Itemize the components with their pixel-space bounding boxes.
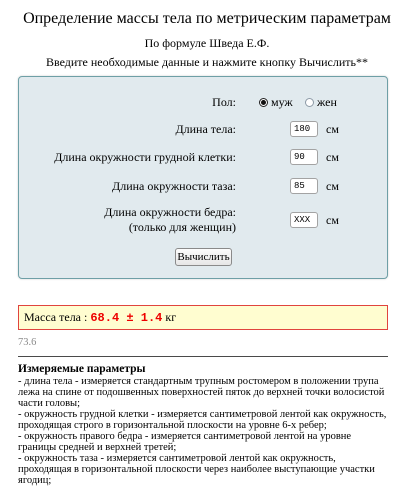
- radio-male-label[interactable]: муж: [271, 95, 293, 109]
- page-subtitle: По формуле Шведа Е.Ф.: [144, 36, 270, 50]
- thigh-circumference-label-group: [104, 205, 236, 235]
- page-title: Определение массы тела по метрическим параметрам: [23, 10, 391, 27]
- chest-circumference-label: Длина окружности грудной клетки:: [54, 150, 236, 164]
- pelvis-circumference-label: Длина окружности таза:: [112, 179, 236, 193]
- parameter-chest-text: - окружность грудной клетки - измеряется сантиметровой лентой как окружность, проходящая строго в горизонтальной плоскости на уровне 6-х ребер;: [18, 409, 387, 431]
- result-unit: кг: [165, 310, 177, 324]
- calculate-button[interactable]: Вычислить: [175, 248, 232, 266]
- calculation-form: [18, 76, 388, 279]
- result-label: Масса тела :: [24, 310, 88, 324]
- result-panel: [18, 305, 388, 330]
- chest-circumference-input[interactable]: [290, 149, 318, 165]
- parameter-pelvis-text: - окружность таза - измеряется сантиметровой лентой как окружность, проходящая в горизонтальной плоскости через наиболее выступающие участки ягодиц;: [18, 453, 375, 486]
- thigh-circumference-note: (только для женщин): [128, 220, 236, 234]
- body-length-input[interactable]: [290, 121, 318, 137]
- chest-circumference-unit: см: [326, 150, 339, 164]
- radio-female[interactable]: [305, 98, 314, 107]
- thigh-circumference-input[interactable]: [290, 212, 318, 228]
- body-length-label: Длина тела:: [175, 122, 236, 136]
- pelvis-circumference-unit: см: [326, 179, 339, 193]
- page-instruction: Введите необходимые данные и нажмите кнопку Вычислить**: [46, 55, 368, 69]
- radio-female-label[interactable]: жен: [317, 95, 337, 109]
- parameter-body-length-text: - длина тела - измеряется стандартным трупным ростомером в положении трупа лежа на спине от подошвенных поверхностей пяток до верхней точки волосистой части головы;: [18, 376, 385, 409]
- thigh-circumference-label: Длина окружности бедра:: [104, 205, 236, 219]
- divider: [18, 356, 388, 357]
- sex-label: Пол:: [212, 95, 236, 109]
- raw-value: 73.6: [18, 337, 37, 348]
- parameter-thigh-text: - окружность правого бедра - измеряется сантиметровой лентой на уровне границы средней и верхней третей;: [18, 431, 352, 453]
- body-length-unit: см: [326, 122, 339, 136]
- radio-male[interactable]: [259, 98, 268, 107]
- result-value: 68.4 ± 1.4: [90, 311, 163, 325]
- thigh-circumference-unit: см: [326, 213, 339, 227]
- measured-parameters-section: [18, 363, 390, 500]
- measured-parameters-heading: Измеряемые параметры: [18, 363, 146, 375]
- pelvis-circumference-input[interactable]: [290, 178, 318, 194]
